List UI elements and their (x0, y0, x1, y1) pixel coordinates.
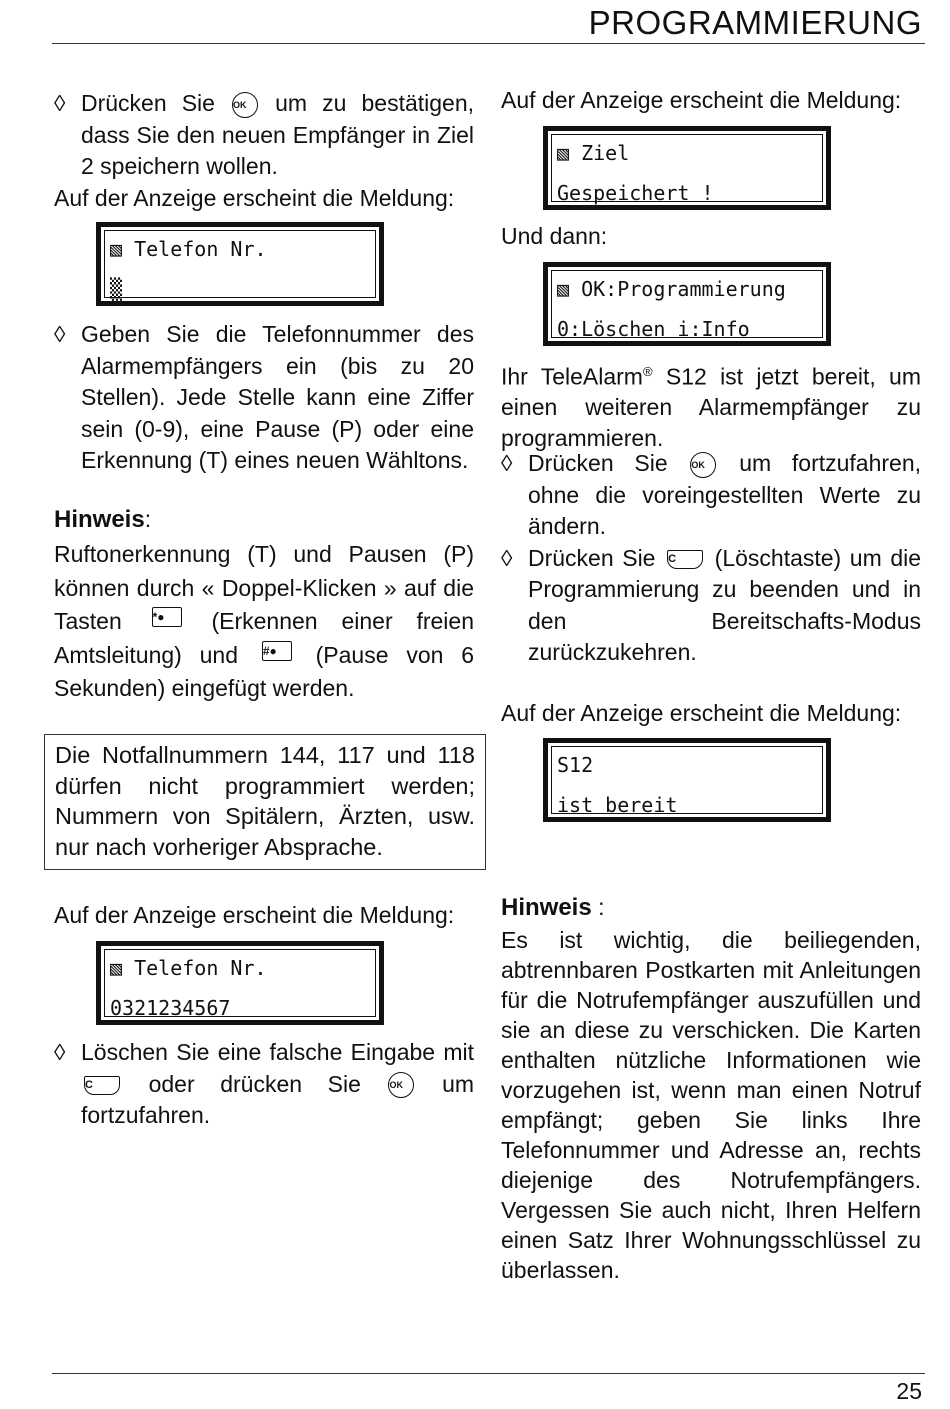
bullet-text: Drücken Sie (81, 90, 215, 116)
lcd-display-programming-menu (543, 262, 831, 346)
c-key-icon: C (84, 1076, 120, 1095)
lcd-display-telefon-empty (96, 222, 384, 306)
display-message-intro: Auf der Anzeige erscheint die Meldung: (54, 184, 455, 211)
hinweis-heading-right (501, 894, 604, 922)
bullet-diamond-icon: ◊ (54, 1039, 66, 1065)
hinweis-label: Hinweis (54, 506, 145, 533)
c-key-icon: C (667, 550, 703, 569)
bullet-enter-number (54, 319, 474, 477)
bullet-text: (Löschtaste) um die Programmierung zu beenden und in den Bereitschafts-Modus zurückzukehren. (528, 544, 922, 665)
ok-key-icon: OK (232, 92, 258, 118)
bullet-continue-without-change (501, 448, 921, 543)
ready-text-b: S12 ist jetzt bereit, um einen weiteren Alarmempfänger zu programmieren. (501, 363, 921, 451)
lcd-display-telefon-number (96, 941, 384, 1025)
display-message-intro-right: Auf der Anzeige erscheint die Meldung: (501, 87, 902, 113)
lcd-display-ziel-saved (543, 126, 831, 210)
page-number: 25 (896, 1378, 922, 1404)
ok-key-icon: OK (388, 1072, 414, 1098)
bullet-text: Drücken Sie (528, 544, 656, 571)
bullet-diamond-icon: ◊ (54, 90, 66, 116)
lcd-line-1: ▧ Ziel (557, 141, 630, 165)
bullet-item (54, 1037, 474, 1132)
lcd-line-1: ▧ Telefon Nr. (110, 956, 267, 980)
hinweis-heading-left (54, 506, 151, 534)
lcd-line-2: ▒ (110, 277, 123, 301)
hinweis-text-right: Es ist wichtig, die beiliegenden, abtrennbaren Postkarten mit Anleitungen für die Notrufempfänger auszufüllen und sie an diese zu verschicken. Die Karten enthalten nützliche Informationen wie vorzugehen ist, wenn man einen Notruf empfängt; geben Sie links Ihre Telefonnummer und Adresse an, rechts diejenige des Notrufempfängers. Vergessen Sie auch nicht, Ihren Helfern einen Satz Ihrer Wohnungsschlüssel zu überlassen. (501, 927, 921, 1283)
bullet-end-programming (501, 543, 921, 669)
lcd-line-1: S12 (557, 753, 594, 777)
left-column (54, 88, 474, 214)
bullet-text: um fortzufahren. (81, 1070, 475, 1128)
bullet-diamond-icon: ◊ (501, 450, 513, 476)
bullet-text: Geben Sie die Telefonnummer des Alarmempfängers ein (bis zu 20 Stellen). Jede Stelle kann eine Ziffer sein (0-9), eine Pause (P) oder eine Erkennung (T) eines neuen Wähltons. (81, 321, 474, 473)
bullet-confirm-target (54, 88, 474, 183)
ok-key-icon: OK (690, 452, 716, 478)
star-key-icon: *● (152, 607, 182, 627)
registered-mark: ® (642, 364, 653, 379)
header-rule (52, 43, 925, 44)
lcd-line-2: ist bereit (557, 793, 678, 817)
display-message-intro-2: Auf der Anzeige erscheint die Meldung: (54, 902, 455, 928)
lcd-line-2: 0321234567 (110, 996, 231, 1020)
hinweis-text-left (54, 538, 474, 706)
bullet-text: um fortzufahren, ohne die voreingestellten Werte zu ändern. (528, 450, 922, 539)
display-message-intro-right-2: Auf der Anzeige erscheint die Meldung: (501, 700, 902, 726)
bullet-text: um zu bestätigen, dass Sie den neuen Empfänger in Ziel 2 speichern wollen. (81, 90, 475, 179)
footer-rule (52, 1373, 925, 1374)
hinweis-label: Hinweis (501, 894, 592, 921)
bullet-text: Löschen Sie eine falsche Eingabe mit (81, 1039, 474, 1065)
lcd-display-s12-ready (543, 738, 831, 822)
bullet-delete-or-continue (54, 1037, 474, 1132)
ready-text-a: Ihr TeleAlarm (501, 363, 643, 390)
page-header-title: PROGRAMMIERUNG (588, 4, 922, 41)
bullet-diamond-icon: ◊ (54, 321, 66, 347)
bullet-text: oder drücken Sie (148, 1070, 361, 1097)
lcd-line-1: ▧ Telefon Nr. (110, 237, 267, 261)
hinweis-text: Ruftonerkennung (T) und Pausen (P) können durch « Doppel-Klicken » auf die Tasten (54, 541, 474, 634)
hinweis-text: (Pause von 6 Sekunden) eingefügt werden. (54, 641, 475, 701)
left-column-part2 (54, 319, 474, 477)
bullet-diamond-icon: ◊ (501, 544, 513, 571)
lcd-line-2: Gespeichert ! (557, 181, 714, 205)
bullet-text: Drücken Sie (528, 450, 668, 476)
hinweis-colon: : (591, 894, 605, 920)
hinweis-text: (Erkennen einer freien Amtsleitung) und (54, 608, 474, 668)
hash-key-icon: #● (262, 641, 292, 661)
and-then-text: Und dann: (501, 223, 608, 249)
right-bullets (501, 448, 921, 669)
lcd-line-1: ▧ OK:Programmierung (557, 277, 786, 301)
hinweis-colon: : (144, 506, 152, 532)
lcd-line-2: 0:Löschen i:Info (557, 317, 750, 341)
warning-box: Die Notfallnummern 144, 117 und 118 dürfen nicht programmiert werden; Nummern von Spitälern, Ärzten, usw. nur nach vorheriger Absprache. (44, 734, 486, 870)
ready-text (501, 357, 921, 453)
